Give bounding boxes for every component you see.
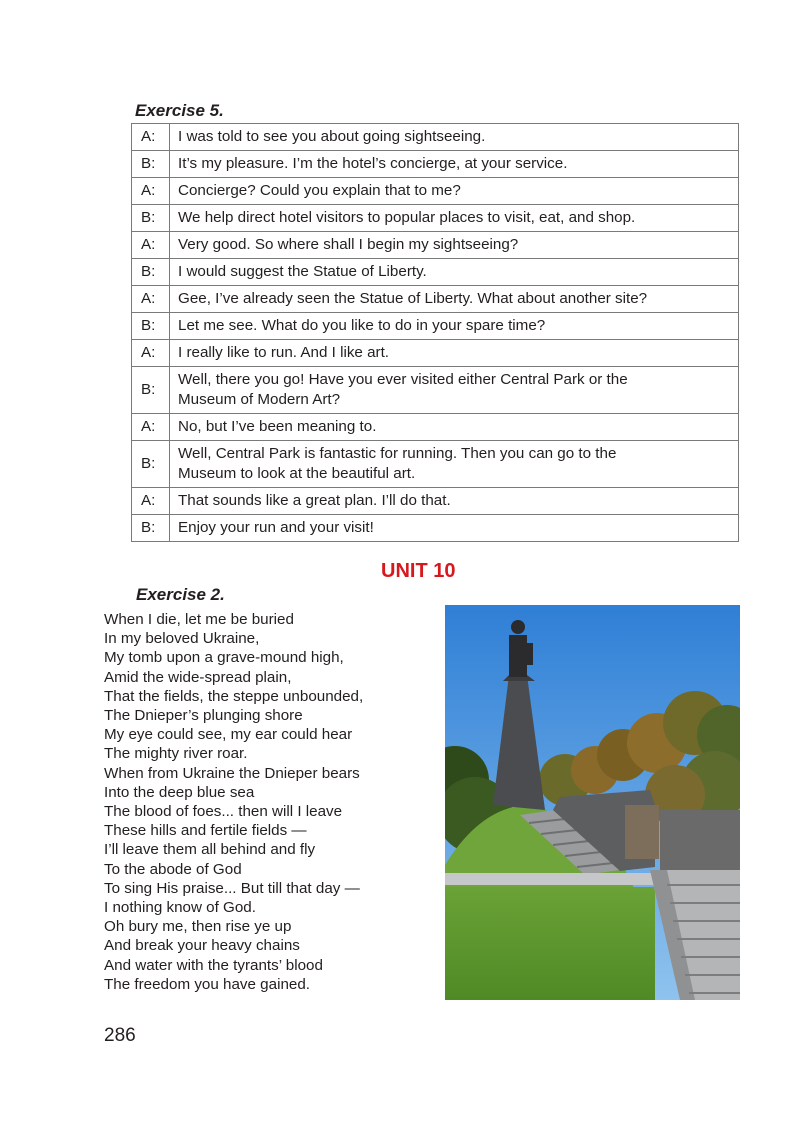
dialogue-row	[132, 515, 739, 542]
speaker-label: B:	[132, 367, 170, 414]
speaker-label: A:	[132, 340, 170, 367]
poem-line: My tomb upon a grave-mound high,	[104, 649, 344, 667]
dialogue-line	[170, 441, 739, 488]
dialogue-line	[170, 367, 739, 414]
poem-line: To sing His praise... But till that day —	[104, 879, 360, 897]
poem-line: Oh bury me, then rise ye up	[104, 918, 292, 936]
poem-line: When from Ukraine the Dnieper bears	[104, 764, 360, 782]
dialogue-line: It’s my pleasure. I’m the hotel’s concierge, at your service.	[170, 151, 739, 178]
poem-line: In my beloved Ukraine,	[104, 630, 260, 648]
lawn	[445, 887, 655, 1000]
poem-line: These hills and fertile fields —	[104, 822, 307, 840]
dialogue-row	[132, 286, 739, 313]
dialogue-line: I was told to see you about going sightseeing.	[170, 124, 739, 151]
dialogue-row	[132, 313, 739, 340]
poem-line: I’ll leave them all behind and fly	[104, 841, 316, 859]
dialogue-row	[132, 340, 739, 367]
page-number: 286	[104, 1025, 136, 1046]
dialogue-line-part: Well, Central Park is fantastic for running. Then you can go to the	[178, 445, 617, 462]
dialogue-line: We help direct hotel visitors to popular places to visit, eat, and shop.	[170, 205, 739, 232]
dialogue-row	[132, 232, 739, 259]
poem-line: Into the deep blue sea	[104, 783, 255, 801]
dialogue-line: Very good. So where shall I begin my sightseeing?	[170, 232, 739, 259]
dialogue-line: Concierge? Could you explain that to me?	[170, 178, 739, 205]
speaker-label: B:	[132, 313, 170, 340]
dialogue-row	[132, 124, 739, 151]
dialogue-line: No, but I’ve been meaning to.	[170, 414, 739, 441]
dialogue-row	[132, 441, 739, 488]
dialogue-row	[132, 414, 739, 441]
poem-line: Amid the wide-spread plain,	[104, 668, 292, 686]
dialogue-row	[132, 151, 739, 178]
poem-line: The Dnieper’s plunging shore	[104, 707, 303, 725]
poem	[104, 610, 363, 994]
poem-line: And break your heavy chains	[104, 937, 300, 955]
exercise-2-heading: Exercise 2.	[136, 585, 225, 604]
speaker-label: B:	[132, 205, 170, 232]
dialogue-row	[132, 178, 739, 205]
speaker-label: A:	[132, 286, 170, 313]
speaker-label: B:	[132, 515, 170, 542]
dialogue-line: I really like to run. And I like art.	[170, 340, 739, 367]
dialogue-line: Let me see. What do you like to do in your spare time?	[170, 313, 739, 340]
unit-title: UNIT 10	[381, 560, 456, 582]
poem-line: The mighty river roar.	[104, 745, 248, 763]
dialogue-line-part: Museum to look at the beautiful art.	[178, 465, 416, 482]
monument-photo	[445, 605, 740, 1000]
dialogue-table	[131, 123, 739, 542]
poem-line: The blood of foes... then will I leave	[104, 803, 343, 821]
dialogue-line-part: Well, there you go! Have you ever visited either Central Park or the	[178, 371, 628, 388]
dialogue-row	[132, 205, 739, 232]
speaker-label: B:	[132, 151, 170, 178]
poem-line: I nothing know of God.	[104, 899, 256, 917]
speaker-label: A:	[132, 488, 170, 515]
poem-line: When I die, let me be buried	[104, 611, 294, 628]
dialogue-line: That sounds like a great plan. I’ll do that.	[170, 488, 739, 515]
speaker-label: A:	[132, 414, 170, 441]
speaker-label: A:	[132, 124, 170, 151]
speaker-label: B:	[132, 441, 170, 488]
poem-line: And water with the tyrants’ blood	[104, 956, 323, 974]
poem-line: To the abode of God	[104, 860, 242, 878]
dialogue-line: Enjoy your run and your visit!	[170, 515, 739, 542]
poem-line: That the fields, the steppe unbounded,	[104, 687, 364, 705]
speaker-label: A:	[132, 178, 170, 205]
dialogue-row	[132, 367, 739, 414]
dialogue-line-part: Museum of Modern Art?	[178, 391, 341, 408]
dialogue-row	[132, 488, 739, 515]
speaker-label: A:	[132, 232, 170, 259]
poem-line: My eye could see, my ear could hear	[104, 726, 353, 744]
poem-line: The freedom you have gained.	[104, 975, 311, 993]
dialogue-row	[132, 259, 739, 286]
exercise-5-heading: Exercise 5.	[135, 101, 224, 120]
dialogue-line: I would suggest the Statue of Liberty.	[170, 259, 739, 286]
speaker-label: B:	[132, 259, 170, 286]
dialogue-line: Gee, I’ve already seen the Statue of Liberty. What about another site?	[170, 286, 739, 313]
